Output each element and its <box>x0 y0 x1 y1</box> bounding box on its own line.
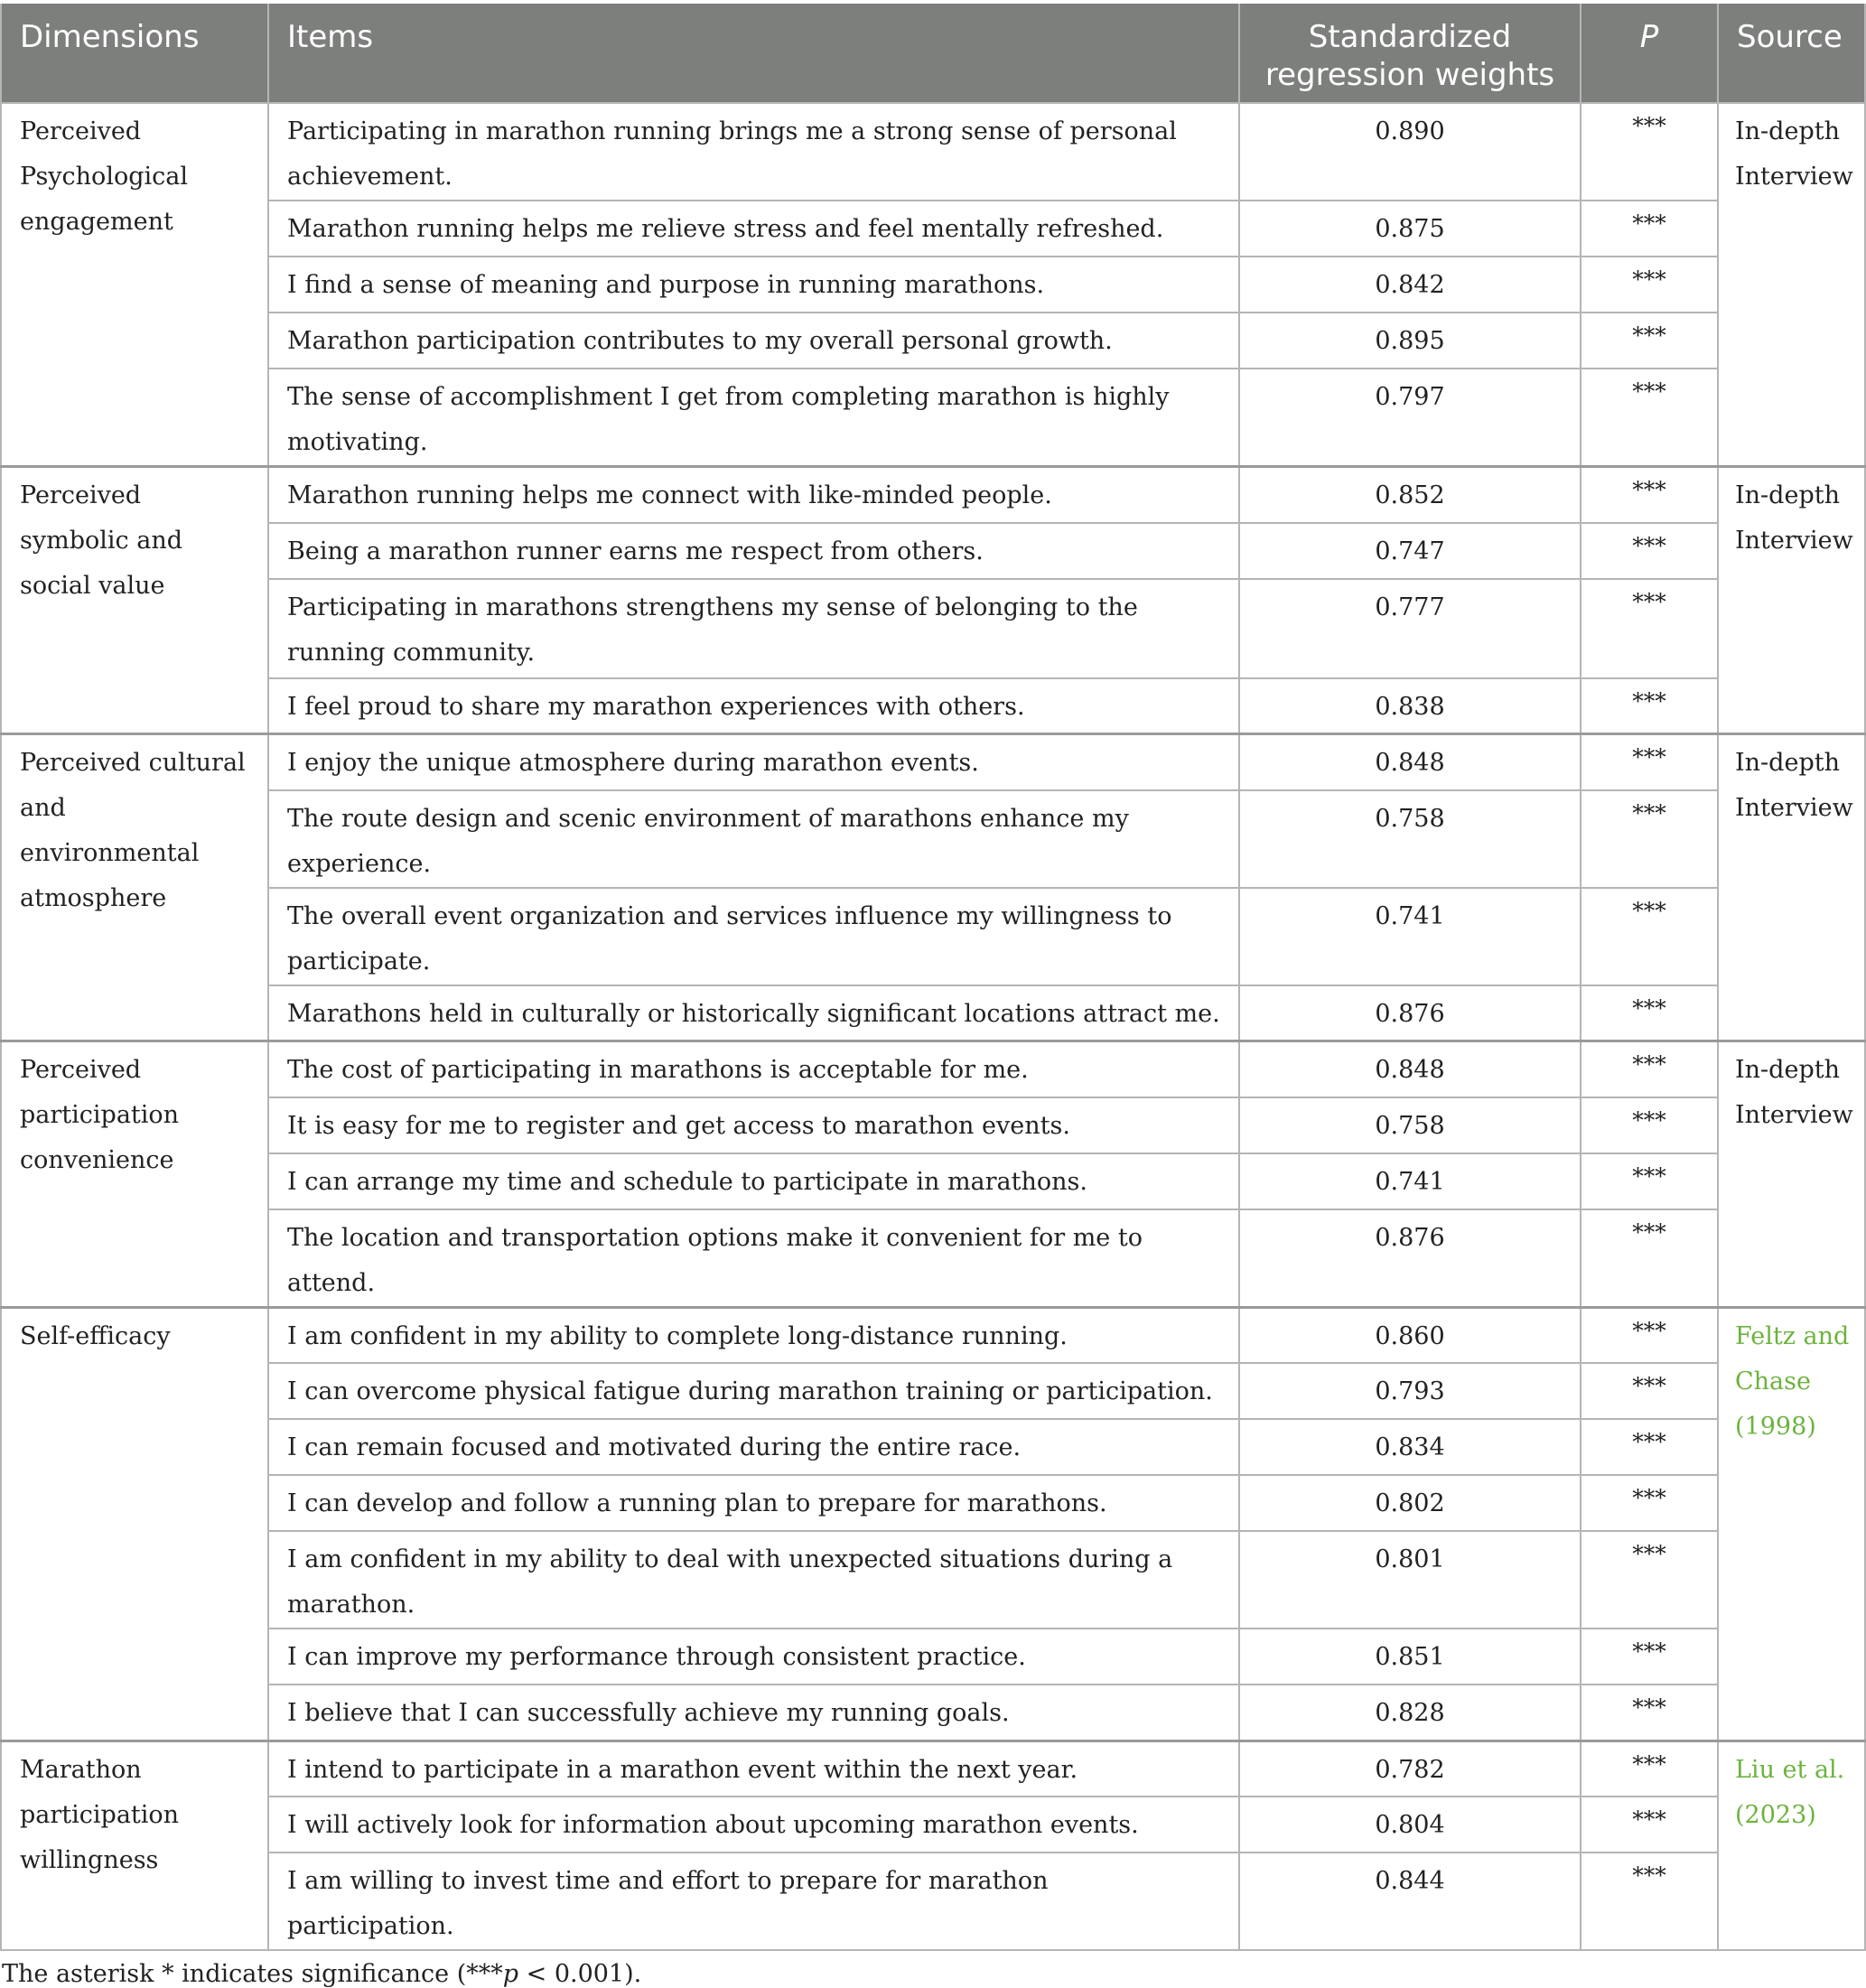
header-dimensions: Dimensions <box>1 4 268 103</box>
item-cell: I believe that I can successfully achieve my running goals. <box>268 1685 1239 1741</box>
p-value-cell: *** <box>1581 1363 1718 1419</box>
source-text: In-depth Interview <box>1735 117 1853 191</box>
header-weights: Standardized regression weights <box>1239 4 1581 103</box>
table-row <box>1 1531 1865 1629</box>
weight-cell: 0.782 <box>1239 1741 1581 1797</box>
weight-cell: 0.797 <box>1239 369 1581 467</box>
item-cell: I enjoy the unique atmosphere during marathon events. <box>268 734 1239 790</box>
dimension-cell: Perceived symbolic and social value <box>1 467 268 734</box>
weight-cell: 0.852 <box>1239 467 1581 523</box>
p-value-cell: *** <box>1581 523 1718 579</box>
table-row <box>1 888 1865 985</box>
table-row <box>1 1209 1865 1308</box>
data-table <box>0 4 1866 1951</box>
weight-cell: 0.758 <box>1239 1097 1581 1153</box>
p-value-cell: *** <box>1581 1853 1718 1950</box>
dimension-cell: Perceived cultural and environmental atmosphere <box>1 734 268 1041</box>
footnote-threshold: < 0.001). <box>518 1960 642 1988</box>
p-value-cell: *** <box>1581 1041 1718 1097</box>
table-row <box>1 1153 1865 1209</box>
weight-cell: 0.890 <box>1239 103 1581 201</box>
item-cell: I find a sense of meaning and purpose in running marathons. <box>268 257 1239 313</box>
item-cell: I am confident in my ability to deal with unexpected situations during a marathon. <box>268 1531 1239 1629</box>
table-wrapper <box>0 4 1866 1988</box>
table-row <box>1 1097 1865 1153</box>
item-cell: I am confident in my ability to complete long-distance running. <box>268 1307 1239 1363</box>
weight-cell: 0.834 <box>1239 1419 1581 1475</box>
item-cell: Marathon running helps me relieve stress and feel mentally refreshed. <box>268 201 1239 257</box>
header-items: Items <box>268 4 1239 103</box>
item-cell: I can improve my performance through consistent practice. <box>268 1629 1239 1685</box>
weight-cell: 0.777 <box>1239 579 1581 678</box>
source-cell <box>1718 734 1865 1041</box>
p-value-cell: *** <box>1581 734 1718 790</box>
table-row <box>1 1419 1865 1475</box>
table-row <box>1 313 1865 369</box>
item-cell: The route design and scenic environment of marathons enhance my experience. <box>268 790 1239 888</box>
weight-cell: 0.801 <box>1239 1531 1581 1629</box>
item-cell: The location and transportation options make it convenient for me to attend. <box>268 1209 1239 1308</box>
item-cell: The cost of participating in marathons is acceptable for me. <box>268 1041 1239 1097</box>
weight-cell: 0.844 <box>1239 1853 1581 1950</box>
header-row <box>1 4 1865 103</box>
weight-cell: 0.804 <box>1239 1797 1581 1853</box>
source-cell <box>1718 1741 1865 1950</box>
table-row <box>1 1307 1865 1363</box>
weight-cell: 0.747 <box>1239 523 1581 579</box>
table-row <box>1 734 1865 790</box>
p-value-cell: *** <box>1581 467 1718 523</box>
source-cell <box>1718 1041 1865 1308</box>
weight-cell: 0.848 <box>1239 1041 1581 1097</box>
item-cell: Participating in marathon running brings me a strong sense of personal achievement. <box>268 103 1239 201</box>
table-row <box>1 523 1865 579</box>
p-value-cell: *** <box>1581 790 1718 888</box>
table-header <box>1 4 1865 103</box>
p-value-cell: *** <box>1581 313 1718 369</box>
weight-cell: 0.838 <box>1239 678 1581 734</box>
weight-cell: 0.875 <box>1239 201 1581 257</box>
item-cell: The overall event organization and services influence my willingness to participate. <box>268 888 1239 985</box>
table-row <box>1 678 1865 734</box>
table-row <box>1 201 1865 257</box>
table-row <box>1 1041 1865 1097</box>
p-value-cell: *** <box>1581 1685 1718 1741</box>
p-value-cell: *** <box>1581 985 1718 1041</box>
table-row <box>1 1685 1865 1741</box>
source-cell <box>1718 103 1865 467</box>
p-value-cell: *** <box>1581 103 1718 201</box>
item-cell: I can overcome physical fatigue during marathon training or participation. <box>268 1363 1239 1419</box>
table-row <box>1 467 1865 523</box>
item-cell: Marathon participation contributes to my overall personal growth. <box>268 313 1239 369</box>
weight-cell: 0.851 <box>1239 1629 1581 1685</box>
dimension-cell: Self-efficacy <box>1 1307 268 1741</box>
item-cell: I can remain focused and motivated during the entire race. <box>268 1419 1239 1475</box>
table-footnote <box>0 1960 1866 1988</box>
item-cell: Marathons held in culturally or historically significant locations attract me. <box>268 985 1239 1041</box>
p-value-cell: *** <box>1581 1629 1718 1685</box>
item-cell: It is easy for me to register and get access to marathon events. <box>268 1097 1239 1153</box>
footnote-p-symbol: p <box>502 1960 519 1988</box>
item-cell: Participating in marathons strengthens my sense of belonging to the running community. <box>268 579 1239 678</box>
weight-cell: 0.895 <box>1239 313 1581 369</box>
p-value-cell: *** <box>1581 678 1718 734</box>
weight-cell: 0.848 <box>1239 734 1581 790</box>
source-cell <box>1718 1307 1865 1741</box>
header-source: Source <box>1718 4 1865 103</box>
weight-cell: 0.741 <box>1239 1153 1581 1209</box>
footnote-text: The asterisk * indicates significance (*** <box>2 1960 503 1988</box>
source-reference-link[interactable]: Liu et al. (2023) <box>1735 1755 1845 1829</box>
table-row <box>1 790 1865 888</box>
source-reference-link[interactable]: Feltz and Chase (1998) <box>1735 1321 1850 1441</box>
weight-cell: 0.842 <box>1239 257 1581 313</box>
p-value-cell: *** <box>1581 1307 1718 1363</box>
item-cell: I am willing to invest time and effort to prepare for marathon participation. <box>268 1853 1239 1950</box>
item-cell: The sense of accomplishment I get from completing marathon is highly motivating. <box>268 369 1239 467</box>
p-value-cell: *** <box>1581 579 1718 678</box>
item-cell: Marathon running helps me connect with like-minded people. <box>268 467 1239 523</box>
weight-cell: 0.828 <box>1239 1685 1581 1741</box>
p-value-cell: *** <box>1581 201 1718 257</box>
table-row <box>1 257 1865 313</box>
p-value-cell: *** <box>1581 1797 1718 1853</box>
table-row <box>1 369 1865 467</box>
p-value-cell: *** <box>1581 257 1718 313</box>
dimension-cell: Marathon participation willingness <box>1 1741 268 1950</box>
p-value-cell: *** <box>1581 1209 1718 1308</box>
item-cell: I can arrange my time and schedule to participate in marathons. <box>268 1153 1239 1209</box>
dimension-cell: Perceived participation convenience <box>1 1041 268 1308</box>
source-text: In-depth Interview <box>1735 749 1853 822</box>
p-value-cell: *** <box>1581 1741 1718 1797</box>
p-value-cell: *** <box>1581 1419 1718 1475</box>
weight-cell: 0.793 <box>1239 1363 1581 1419</box>
item-cell: I feel proud to share my marathon experiences with others. <box>268 678 1239 734</box>
p-value-cell: *** <box>1581 1475 1718 1531</box>
p-value-cell: *** <box>1581 1153 1718 1209</box>
weight-cell: 0.860 <box>1239 1307 1581 1363</box>
p-value-cell: *** <box>1581 1097 1718 1153</box>
dimension-cell: Perceived Psychological engagement <box>1 103 268 467</box>
item-cell: I will actively look for information about upcoming marathon events. <box>268 1797 1239 1853</box>
p-value-cell: *** <box>1581 888 1718 985</box>
source-cell <box>1718 467 1865 734</box>
source-text: In-depth Interview <box>1735 481 1853 555</box>
weight-cell: 0.741 <box>1239 888 1581 985</box>
header-p: P <box>1581 4 1718 103</box>
table-row <box>1 1741 1865 1797</box>
item-cell: I can develop and follow a running plan to prepare for marathons. <box>268 1475 1239 1531</box>
weight-cell: 0.802 <box>1239 1475 1581 1531</box>
weight-cell: 0.758 <box>1239 790 1581 888</box>
table-row <box>1 1853 1865 1950</box>
p-value-cell: *** <box>1581 1531 1718 1629</box>
table-row <box>1 1475 1865 1531</box>
source-text: In-depth Interview <box>1735 1056 1853 1129</box>
table-row <box>1 103 1865 201</box>
weight-cell: 0.876 <box>1239 985 1581 1041</box>
table-row <box>1 985 1865 1041</box>
table-row <box>1 1363 1865 1419</box>
weight-cell: 0.876 <box>1239 1209 1581 1308</box>
item-cell: I intend to participate in a marathon event within the next year. <box>268 1741 1239 1797</box>
table-row <box>1 1629 1865 1685</box>
p-value-cell: *** <box>1581 369 1718 467</box>
table-body <box>1 103 1865 1950</box>
item-cell: Being a marathon runner earns me respect from others. <box>268 523 1239 579</box>
table-row <box>1 579 1865 678</box>
table-row <box>1 1797 1865 1853</box>
